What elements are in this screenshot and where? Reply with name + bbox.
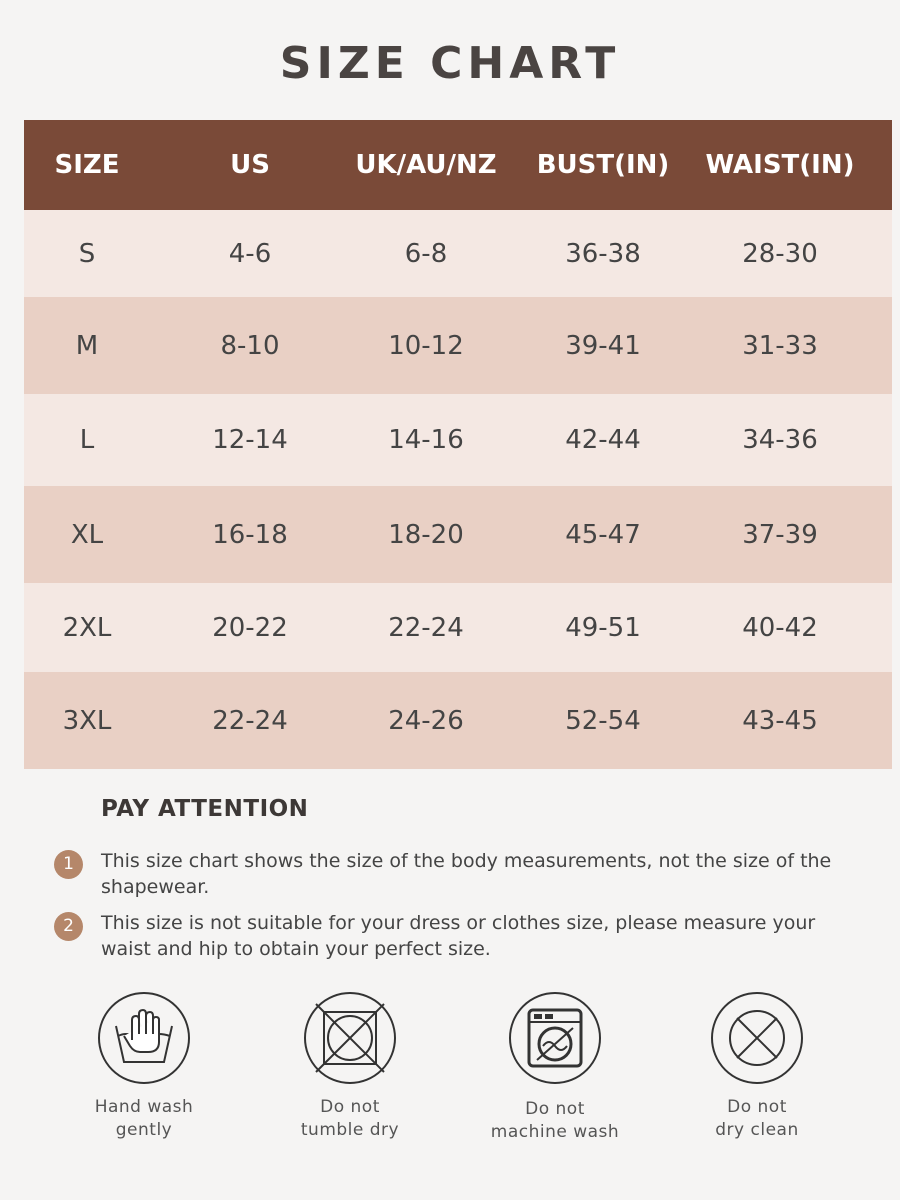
cell-us: 16-18 <box>212 519 288 550</box>
cell-size: 2XL <box>62 612 112 643</box>
table-row <box>24 583 892 672</box>
care-label-line1: Do not <box>727 1097 787 1117</box>
header-waist: WAIST(IN) <box>705 150 855 180</box>
no-tumble-dry-icon <box>302 990 398 1086</box>
cell-us: 12-14 <box>212 425 288 455</box>
cell-uk: 24-26 <box>388 705 464 736</box>
note-text: This size chart shows the size of the body measurements, not the size of the shapewear. <box>101 850 832 898</box>
cell-waist: 34-36 <box>742 425 818 455</box>
no-machine-wash-icon <box>507 990 603 1086</box>
cell-size: XL <box>70 519 104 550</box>
header-us: US <box>230 150 270 180</box>
cell-waist: 37-39 <box>742 519 818 550</box>
cell-size: M <box>75 330 99 361</box>
care-label-line2: tumble dry <box>300 1120 400 1140</box>
hand-wash-icon <box>96 990 192 1086</box>
care-no-dry-clean <box>667 990 847 1142</box>
cell-us: 8-10 <box>220 330 280 361</box>
table-row <box>24 672 892 769</box>
page-title: SIZE CHART <box>279 38 621 89</box>
care-label-line1: Do not <box>320 1097 380 1117</box>
cell-bust: 45-47 <box>565 519 641 550</box>
care-hand-wash <box>54 990 234 1142</box>
cell-uk: 22-24 <box>388 612 464 643</box>
cell-waist: 40-42 <box>742 612 818 643</box>
cell-us: 22-24 <box>212 705 288 736</box>
table-header-row <box>24 120 892 210</box>
cell-bust: 36-38 <box>565 238 641 269</box>
size-table <box>24 120 892 769</box>
header-size: SIZE <box>54 150 120 180</box>
table-row <box>24 210 892 297</box>
cell-waist: 31-33 <box>742 330 818 361</box>
attention-heading: PAY ATTENTION <box>101 796 309 822</box>
no-dry-clean-icon <box>709 990 805 1086</box>
cell-bust: 39-41 <box>565 330 641 361</box>
cell-waist: 28-30 <box>742 238 818 269</box>
cell-bust: 42-44 <box>565 425 641 455</box>
care-no-machine-wash <box>465 990 645 1144</box>
care-label-line2: dry clean <box>715 1120 799 1140</box>
cell-us: 4-6 <box>228 238 272 269</box>
care-label-line1: Do not <box>525 1099 585 1119</box>
cell-size: S <box>78 238 96 269</box>
cell-uk: 6-8 <box>404 238 448 269</box>
care-label-line2: gently <box>115 1120 173 1140</box>
cell-size: 3XL <box>62 705 112 736</box>
note-number-badge: 1 <box>54 850 83 879</box>
header-uk-au-nz: UK/AU/NZ <box>355 150 497 180</box>
care-label-line1: Hand wash <box>94 1097 194 1117</box>
table-row <box>24 394 892 486</box>
note-text: This size is not suitable for your dress or clothes size, please measure your waist and hip to obtain your perfect size. <box>101 912 816 960</box>
header-bust: BUST(IN) <box>536 150 670 180</box>
table-row <box>24 486 892 583</box>
cell-uk: 18-20 <box>388 519 464 550</box>
cell-uk: 14-16 <box>388 425 464 455</box>
cell-waist: 43-45 <box>742 705 818 736</box>
cell-bust: 49-51 <box>565 612 641 643</box>
table-row <box>24 297 892 394</box>
care-no-tumble-dry <box>260 990 440 1142</box>
note-number-badge: 2 <box>54 912 83 941</box>
cell-us: 20-22 <box>212 612 288 643</box>
cell-bust: 52-54 <box>565 705 641 736</box>
cell-uk: 10-12 <box>388 330 464 361</box>
care-label-line2: machine wash <box>490 1122 620 1142</box>
cell-size: L <box>79 425 95 455</box>
